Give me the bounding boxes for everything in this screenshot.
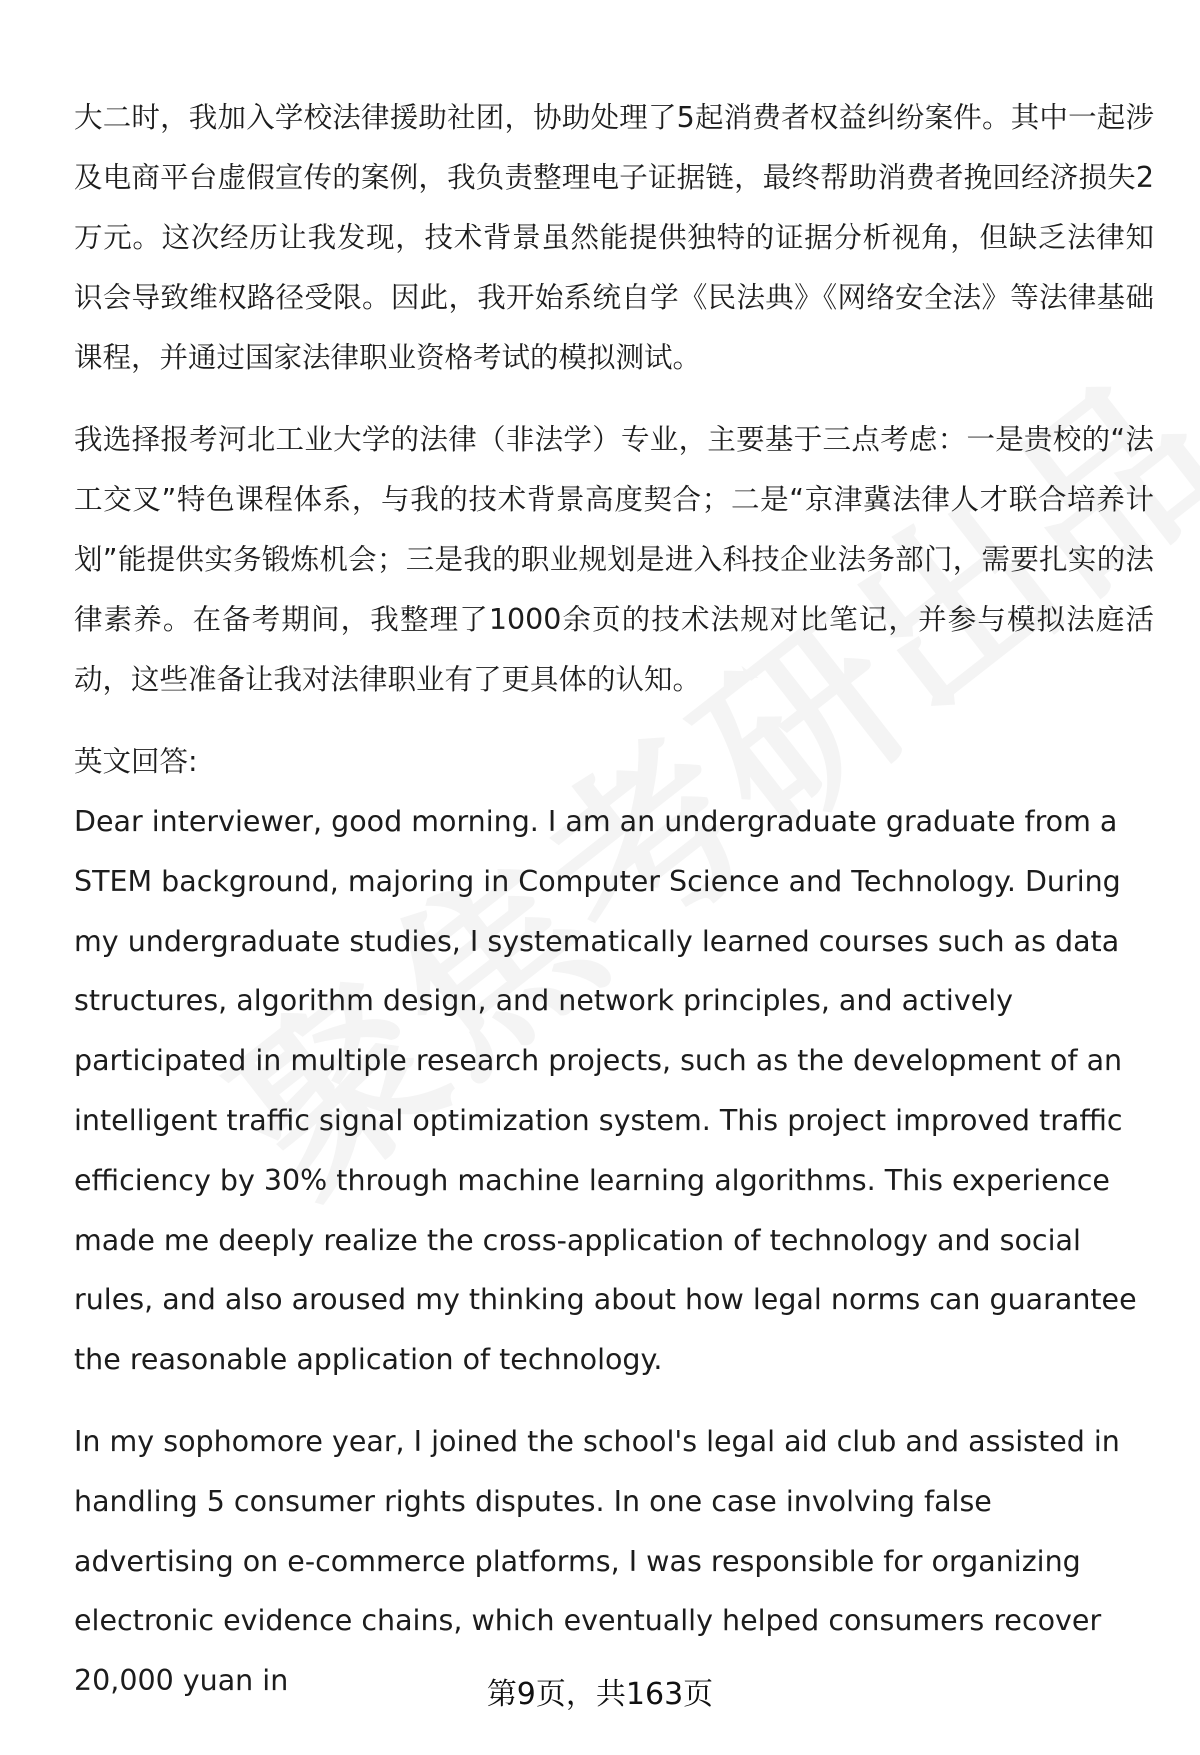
paragraph-cn-1: 大二时，我加入学校法律援助社团，协助处理了5起消费者权益纠纷案件。其中一起涉及电商平台虚假宣传的案例，我负责整理电子证据链，最终帮助消费者挽回经济损失2万元。这次经历让我发现，技术背景虽然能提供独特的证据分析视角，但缺乏法律知识会导致维权路径受限。因此，我开始系统自学《民法典》《网络安全法》等法律基础课程，并通过国家法律职业资格考试的模拟测试。 <box>74 101 1154 374</box>
paragraph-en-2: In my sophomore year, I joined the school's legal aid club and assisted in handling 5 consumer rights disputes. In one case involving false advertising on e-commerce platforms, I was responsible for organizing electronic evidence chains, which eventually helped consumers recover 20,000 yuan in <box>74 1424 1120 1698</box>
paragraph-cn-2: 我选择报考河北工业大学的法律（非法学）专业，主要基于三点考虑：一是贵校的“法工交叉”特色课程体系，与我的技术背景高度契合；二是“京津冀法律人才联合培养计划”能提供实务锻炼机会；三是我的职业规划是进入科技企业法务部门，需要扎实的法律素养。在备考期间，我整理了1000余页的技术法规对比笔记，并参与模拟法庭活动，这些准备让我对法律职业有了更具体的认知。 <box>74 423 1154 696</box>
paragraph-en-1: Dear interviewer, good morning. I am an undergraduate graduate from a STEM background, majoring in Computer Science and Technology. During my undergraduate studies, I systematically learned courses such as data structures, algorithm design, and network principles, and actively participated in multiple research projects, such as the development of an intelligent traffic signal optimization system. This project improved traffic efficiency by 30% through machine learning algorithms. This experience made me deeply realize the cross-application of technology and social rules, and also aroused my thinking about how legal norms can guarantee the reasonable application of technology. <box>74 805 1137 1377</box>
document-body <box>74 88 1154 1733</box>
english-answer-heading: 英文回答: <box>74 745 198 778</box>
page-number-footer: 第9页，共163页 <box>486 1677 714 1712</box>
